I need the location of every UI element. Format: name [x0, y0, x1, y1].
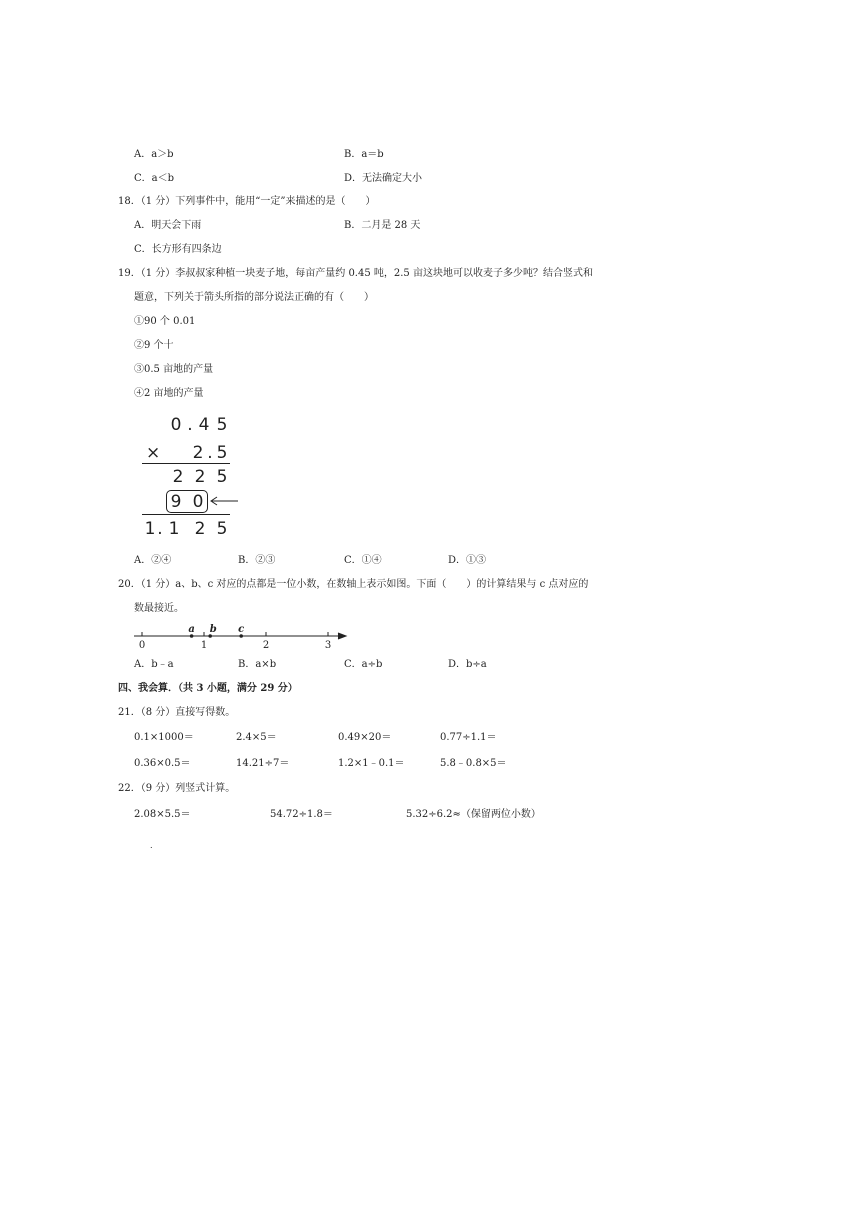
- q20-stem-line1: 20．（1 分）a、b、c 对应的点都是一位小数，在数轴上表示如图。下面（ ）的计算结果与 c 点对应的: [118, 579, 589, 590]
- section-title: 四、我会算．（共 3 小题，满分 29 分）: [118, 683, 298, 694]
- q17-option-a: A．a＞b: [134, 149, 174, 160]
- q18-option-c: C．长方形有四条边: [134, 244, 222, 255]
- vm-digit: 1: [168, 519, 180, 539]
- vm-digit: 0: [192, 492, 204, 512]
- q21-expr: 0.77÷1.1＝: [440, 732, 497, 743]
- q19-item-4: ④2 亩地的产量: [134, 388, 204, 399]
- number-line-tick-label: 2: [262, 640, 270, 651]
- q21-expr: 2.4×5＝: [236, 732, 277, 743]
- vm-digit: 5: [216, 415, 228, 435]
- footer-dot: .: [150, 841, 153, 850]
- q22-stem: 22．（9 分）列竖式计算。: [118, 783, 236, 794]
- number-line: [132, 620, 352, 652]
- q21-expr: 1.2×1﹣0.1＝: [338, 758, 405, 769]
- q20-stem-line2: 数最接近。: [134, 603, 184, 614]
- q19-option-b: B．②③: [238, 555, 276, 566]
- q18-option-b: B．二月是 28 天: [344, 220, 421, 231]
- vm-digit: .: [157, 519, 163, 539]
- arrow-left-icon: [208, 496, 240, 506]
- vm-digit: 5: [216, 443, 228, 463]
- number-line-arrow-icon: [338, 633, 346, 639]
- q17-option-d: D．无法确定大小: [344, 173, 423, 184]
- q20-option-c: C．a÷b: [344, 659, 383, 670]
- vm-line-1: [142, 463, 230, 464]
- q19-stem-line1: 19．（1 分）李叔叔家种植一块麦子地，每亩产量约 0.45 吨，2.5 亩这块地可以收麦子多少吨？结合竖式和: [118, 268, 593, 279]
- q19-item-3: ③0.5 亩地的产量: [134, 364, 214, 375]
- vm-digit: 9: [170, 492, 182, 512]
- number-line-tick-label: 0: [138, 640, 146, 651]
- vertical-multiplication: [138, 410, 248, 545]
- vm-digit: 5: [216, 467, 228, 487]
- vm-digit: 2: [192, 443, 204, 463]
- q18-option-a: A．明天会下雨: [134, 220, 202, 231]
- q17-option-b: B．a＝b: [344, 149, 384, 160]
- q21-stem: 21．（8 分）直接写得数。: [118, 707, 236, 718]
- vm-digit: 5: [216, 519, 228, 539]
- vm-digit: 1: [144, 519, 156, 539]
- q21-expr: 5.8﹣0.8×5＝: [440, 758, 507, 769]
- q22-expr: 54.72÷1.8＝: [270, 809, 333, 820]
- q19-stem-line2: 题意，下列关于箭头所指的部分说法正确的有（ ）: [134, 292, 374, 303]
- q20-option-b: B．a×b: [238, 659, 277, 670]
- q18-stem: 18．（1 分）下列事件中，能用“一定”来描述的是（ ）: [118, 196, 376, 207]
- number-line-point-label: a: [188, 624, 195, 635]
- vm-digit: 2: [172, 467, 184, 487]
- number-line-point-label: c: [238, 624, 245, 635]
- q19-option-a: A．②④: [134, 555, 172, 566]
- vm-digit: 2: [194, 467, 206, 487]
- q21-expr: 14.21÷7＝: [236, 758, 290, 769]
- number-line-tick-label: 3: [324, 640, 332, 651]
- q21-expr: 0.36×0.5＝: [134, 758, 191, 769]
- q19-item-2: ②9 个十: [134, 340, 174, 351]
- q21-expr: 0.49×20＝: [338, 732, 392, 743]
- q20-option-a: A．b﹣a: [134, 659, 174, 670]
- vm-multiply-sign: ×: [146, 443, 161, 463]
- q22-expr: 2.08×5.5＝: [134, 809, 191, 820]
- vm-digit: 2: [194, 519, 206, 539]
- q20-option-d: D．b÷a: [448, 659, 487, 670]
- q19-item-1: ①90 个 0.01: [134, 316, 196, 327]
- vm-digit: 0: [170, 415, 182, 435]
- number-line-tick-label: 1: [200, 640, 208, 651]
- q19-option-d: D．①③: [448, 555, 487, 566]
- vm-line-2: [142, 514, 230, 515]
- vm-digit: .: [187, 415, 193, 435]
- q22-expr: 5.32÷6.2≈（保留两位小数）: [406, 809, 541, 820]
- q17-option-c: C．a＜b: [134, 173, 175, 184]
- vm-digit: 4: [198, 415, 210, 435]
- number-line-point-label: b: [209, 624, 217, 635]
- q21-expr: 0.1×1000＝: [134, 732, 194, 743]
- vm-digit: .: [207, 443, 213, 463]
- q19-option-c: C．①④: [344, 555, 382, 566]
